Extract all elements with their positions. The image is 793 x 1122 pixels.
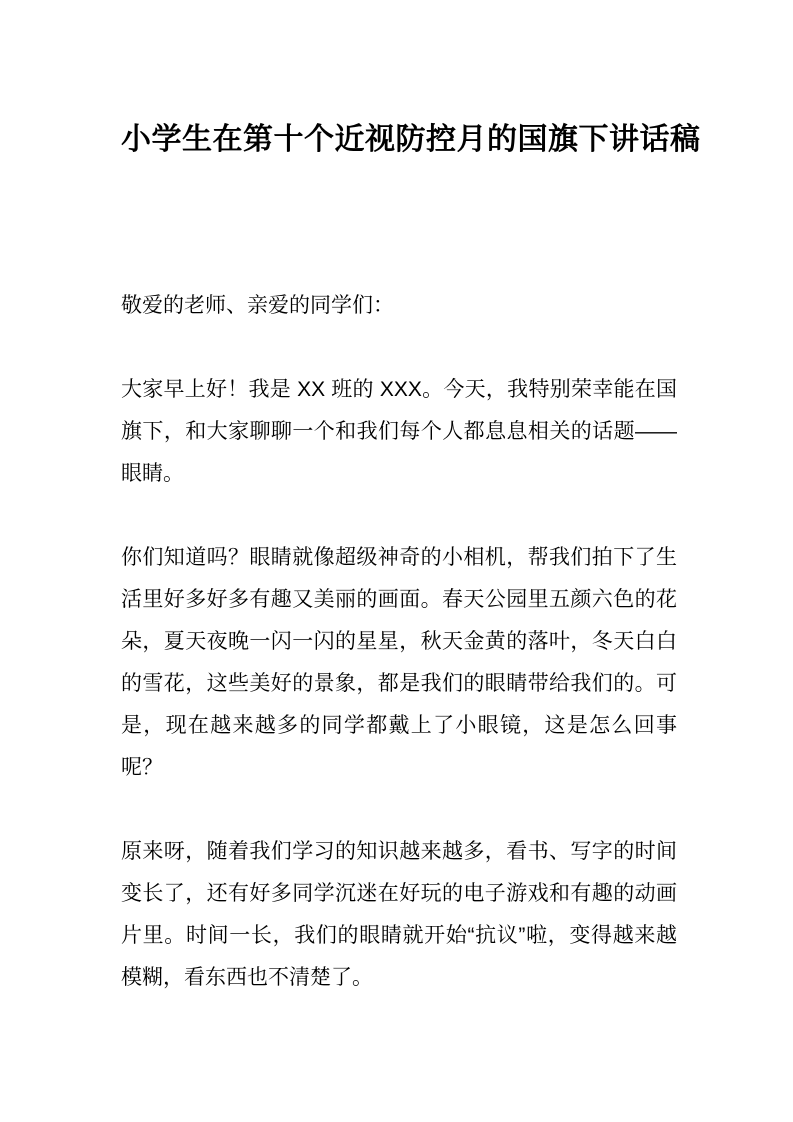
paragraph-reasons: 原来呀，随着我们学习的知识越来越多，看书、写字的时间变长了，还有好多同学沉迷在好玩的电子游戏和有趣的动画片里。时间一长，我们的眼睛就开始“抗议”啦，变得越来越模糊，看东西也不清楚了。 [121, 840, 677, 989]
document-title: 小学生在第十个近视防控月的国旗下讲话稿 [121, 123, 701, 156]
paragraph-eyes-camera: 你们知道吗？眼睛就像超级神奇的小相机，帮我们拍下了生活里好多好多有趣又美丽的画面。春天公园里五颜六色的花朵，夏天夜晚一闪一闪的星星，秋天金黄的落叶，冬天白白的雪花，这些美好的景象，都是我们的眼睛带给我们的。可是，现在越来越多的同学都戴上了小眼镜，这是怎么回事呢？ [121, 546, 677, 779]
paragraph-greeting: 大家早上好！我是 XX 班的 XXX。今天，我特别荣幸能在国旗下，和大家聊聊一个和我们每个人都息息相关的话题——眼睛。 [121, 378, 677, 485]
document-body [121, 285, 677, 999]
paragraph-salutation: 敬爱的老师、亲爱的同学们： [121, 294, 394, 317]
